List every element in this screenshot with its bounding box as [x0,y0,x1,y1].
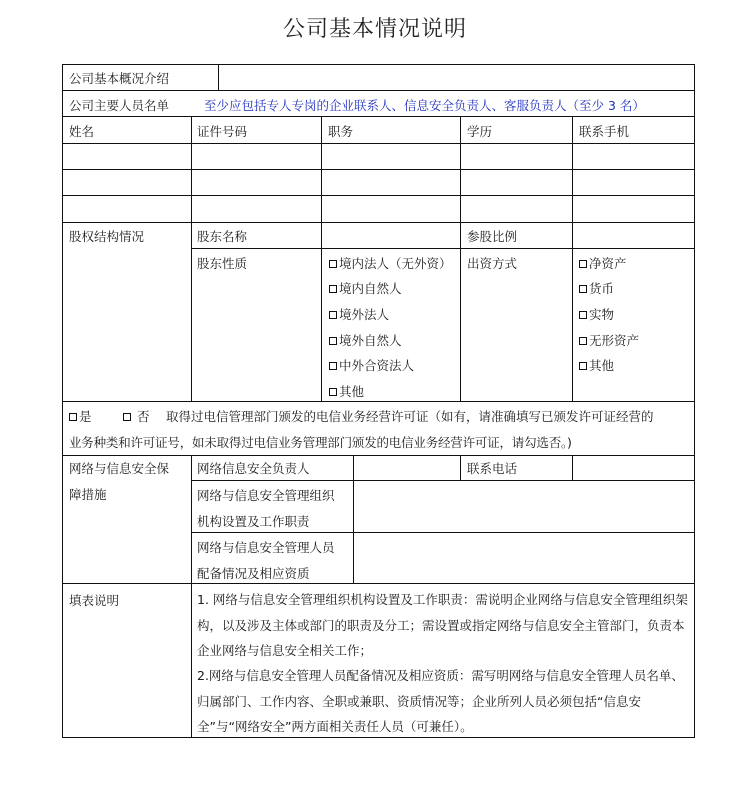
license-question-line2: 业务种类和许可证号，如未取得过电信业务管理部门颁发的电信业务经营许可证，请勾选否。) [69,435,572,450]
row-divider [63,222,694,223]
checkbox-icon[interactable] [329,285,337,293]
col-divider [218,65,219,90]
funding-option-physical[interactable]: 实物 [579,307,614,323]
nature-option-foreign-person[interactable]: 境外自然人 [329,333,402,349]
row-divider [63,401,694,402]
row-divider [63,583,694,584]
checkbox-icon[interactable] [579,311,587,319]
funding-option-intangible[interactable]: 无形资产 [579,333,639,349]
checkbox-icon[interactable] [579,260,587,268]
shareholder-nature-label: 股东性质 [197,256,248,271]
header-mobile: 联系手机 [579,124,630,139]
row-divider [63,90,694,91]
funding-option-net-assets[interactable]: 净资产 [579,256,627,272]
security-measures-label-2: 障措施 [69,487,107,502]
row-divider [191,248,694,249]
header-education: 学历 [467,124,493,139]
col-divider [460,455,461,480]
row-divider [63,143,694,144]
nature-option-other[interactable]: 其他 [329,384,364,400]
row-divider [191,532,694,533]
checkbox-icon[interactable] [579,285,587,293]
staff-qualification-label-1: 网络与信息安全管理人员 [197,540,335,555]
col-divider [460,222,461,401]
nature-option-domestic-legal[interactable]: 境内法人（无外资） [329,256,452,272]
header-id-number: 证件号码 [197,124,248,139]
intro-field[interactable] [223,69,691,87]
col-divider [191,455,192,738]
shareholder-name-label: 股东名称 [197,229,248,244]
company-info-form [62,64,695,738]
checkbox-icon[interactable] [329,337,337,345]
row-divider [63,195,694,196]
nature-option-foreign-legal[interactable]: 境外法人 [329,307,389,323]
col-divider [321,222,322,401]
license-yes-option[interactable]: 是 [69,409,92,425]
staff-list-note: 至少应包括专人专岗的企业联系人、信息安全负责人、客服负责人（至少 3 名） [204,98,645,113]
license-question-line1: 取得过电信管理部门颁发的电信业务经营许可证（如有，请准确填写已颁发许可证经营的 [166,409,654,424]
notes-paragraph-1: 1. 网络与信息安全管理组织机构设置及工作职责：需说明企业网络与信息安全管理组织架构，以及涉及主体或部门的职责及分工；需设置或指定网络与信息安全主管部门，负责本企业网络与信息安全相关工作； [197,592,688,658]
page-title: 公司基本情况说明 [282,17,467,42]
intro-label: 公司基本概况介绍 [69,71,170,86]
row-divider [63,169,694,170]
funding-option-other[interactable]: 其他 [579,358,614,374]
org-structure-label-1: 网络与信息安全管理组织 [197,488,335,503]
funding-option-currency[interactable]: 货币 [579,281,614,297]
row-divider [63,116,694,117]
col-divider [191,222,192,401]
checkbox-icon[interactable] [329,388,337,396]
checkbox-icon[interactable] [329,362,337,370]
checkbox-icon[interactable] [69,413,77,421]
header-name: 姓名 [69,124,95,139]
share-ratio-label: 参股比例 [467,229,518,244]
row-divider [63,455,694,456]
row-divider [191,480,694,481]
col-divider [572,455,573,480]
header-position: 职务 [328,124,354,139]
contact-phone-label: 联系电话 [467,461,518,476]
nature-option-domestic-person[interactable]: 境内自然人 [329,281,402,297]
col-divider [321,116,322,222]
staff-qualification-label-2: 配备情况及相应资质 [197,566,310,581]
checkbox-icon[interactable] [329,260,337,268]
checkbox-icon[interactable] [579,337,587,345]
checkbox-icon[interactable] [329,311,337,319]
notes-paragraph-2: 2.网络与信息安全管理人员配备情况及相应资质：需写明网络与信息安全管理人员名单、归属部门、工作内容、全职或兼职、资质情况等；企业所列人员必须包括“信息安全”与“网络安全”两方面相关责任人员（可兼任）。 [197,668,684,734]
org-structure-label-2: 机构设置及工作职责 [197,514,310,529]
funding-method-label: 出资方式 [467,256,518,271]
security-measures-label-1: 网络与信息安全保 [69,461,170,476]
notes-label: 填表说明 [69,593,120,608]
col-divider [572,222,573,401]
col-divider [460,116,461,222]
license-no-option[interactable]: 否 [123,409,150,425]
staff-list-label: 公司主要人员名单 [69,98,170,113]
security-officer-label: 网络信息安全负责人 [197,461,310,476]
col-divider [353,455,354,583]
nature-option-joint-venture[interactable]: 中外合资法人 [329,358,414,374]
equity-label: 股权结构情况 [69,229,145,244]
col-divider [191,116,192,222]
checkbox-icon[interactable] [123,413,131,421]
col-divider [572,116,573,222]
checkbox-icon[interactable] [579,362,587,370]
